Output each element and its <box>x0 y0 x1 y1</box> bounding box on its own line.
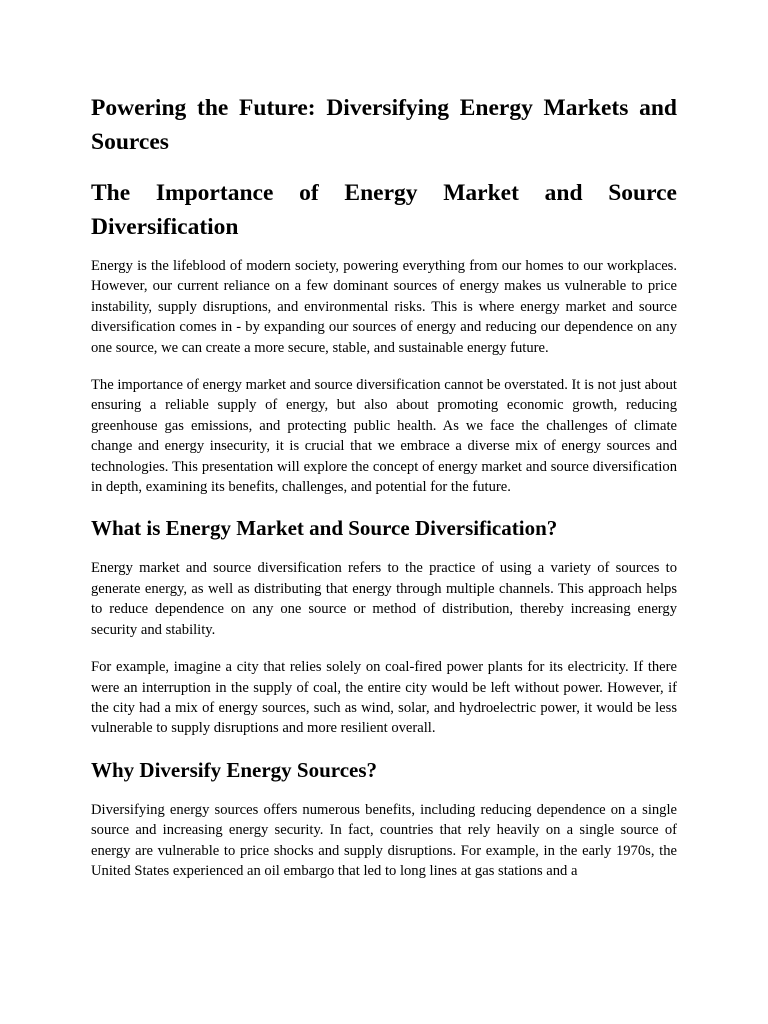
document-title: Powering the Future: Diversifying Energy Markets and Sources <box>91 95 677 155</box>
paragraph: Diversifying energy sources offers numerous benefits, including reducing dependence on a single source and increasing energy security. In fact, countries that rely heavily on a single source of energy are vulnerable to price shocks and supply disruptions. For example, in the early 1970s, the United States experienced an oil embargo that led to long lines at gas stations and a <box>91 801 677 879</box>
document-page <box>91 91 677 898</box>
paragraph: Energy is the lifeblood of modern society, powering everything from our homes to our workplaces. However, our current reliance on a few dominant sources of energy makes us vulnerable to price instability, supply disruptions, and environmental risks. This is where energy market and source diversification comes in - by expanding our sources of energy and reducing our dependence on any one source, we can create a more secure, stable, and sustainable energy future. <box>91 258 677 356</box>
section-heading-what-is: What is Energy Market and Source Diversification? <box>91 516 558 541</box>
section-heading-importance: The Importance of Energy Market and Source Diversification <box>91 180 677 240</box>
paragraph: The importance of energy market and source diversification cannot be overstated. It is not just about ensuring a reliable supply of energy, but also about promoting economic growth, reducing greenhouse gas emissions, and protecting public health. As we face the challenges of climate change and energy insecurity, it is crucial that we embrace a diverse mix of energy sources and technologies. This presentation will explore the concept of energy market and source diversification in depth, examining its benefits, challenges, and potential for the future. <box>91 377 677 496</box>
paragraph: For example, imagine a city that relies solely on coal-fired power plants for its electricity. If there were an interruption in the supply of coal, the entire city would be left without power. However, if the city had a mix of energy sources, such as wind, solar, and hydroelectric power, it would be less vulnerable to supply disruptions and more resilient overall. <box>91 659 677 737</box>
paragraph: Energy market and source diversification refers to the practice of using a variety of sources to generate energy, as well as distributing that energy through multiple channels. This approach helps to reduce dependence on any one source or method of distribution, thereby increasing energy security and stability. <box>91 560 677 638</box>
section-heading-why-diversify: Why Diversify Energy Sources? <box>91 757 378 782</box>
